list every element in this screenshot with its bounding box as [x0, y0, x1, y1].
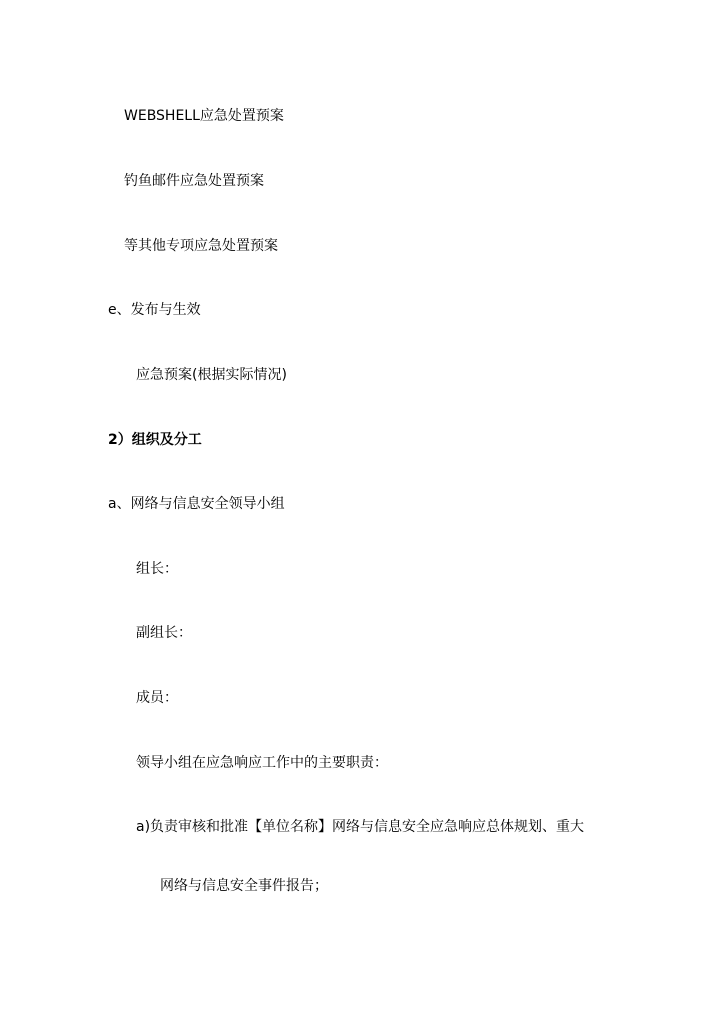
responsibilities-heading: 领导小组在应急响应工作中的主要职责：: [136, 755, 388, 771]
subsection-leadership-group: a、网络与信息安全领导小组: [108, 496, 285, 512]
role-members: 成员：: [136, 690, 178, 706]
responsibility-item-a: a)负责审核和批准【单位名称】网络与信息安全应急响应总体规划、重大: [136, 819, 585, 835]
responsibility-item-a-continued: 网络与信息安全事件报告；: [160, 878, 328, 894]
role-deputy-leader: 副组长：: [136, 625, 192, 641]
plan-item-other-special: 等其他专项应急处置预案: [124, 238, 278, 254]
plan-item-phishing-email: 钓鱼邮件应急处置预案: [124, 173, 264, 189]
section-release-and-effect: e、发布与生效: [108, 302, 201, 318]
role-leader: 组长：: [136, 561, 178, 577]
release-note: 应急预案(根据实际情况): [136, 367, 287, 383]
plan-item-webshell: WEBSHELL应急处置预案: [124, 108, 284, 124]
section-heading-organization: 2）组织及分工: [108, 432, 202, 448]
